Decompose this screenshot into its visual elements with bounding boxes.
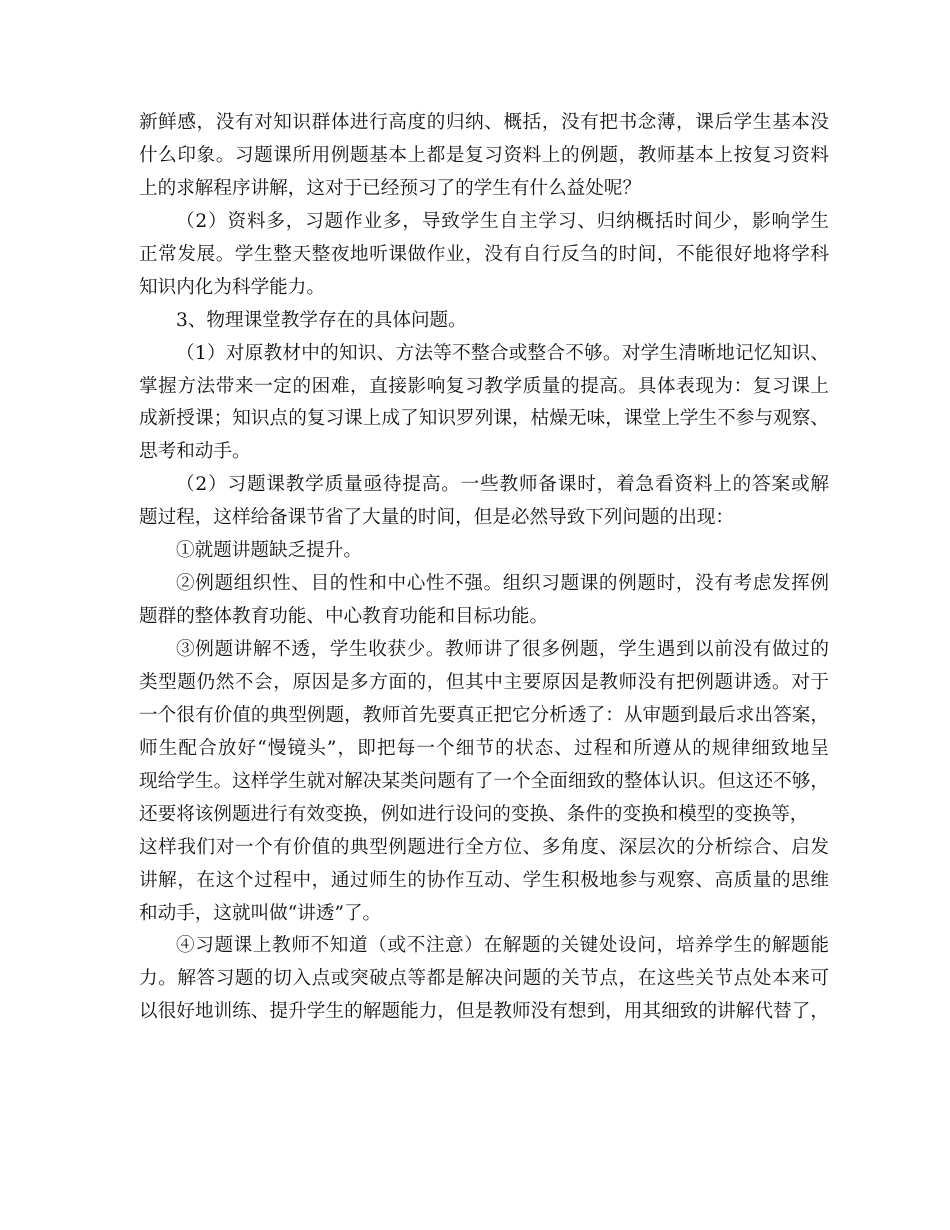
text-line: 和动手，这就叫做“讲透”了。	[139, 902, 382, 924]
text-line: 题过程，这样给备课节省了大量的时间，但是必然导致下列问题的出现：	[139, 507, 735, 529]
text-line: 类型题仍然不会，原因是多方面的，但其中主要原因是教师没有把例题讲透。对于	[139, 671, 829, 693]
text-line: 这样我们对一个有价值的典型例题进行全方位、多角度、深层次的分析综合、启发	[139, 836, 829, 858]
list-item-1: ①就题讲题缺乏提升。	[176, 540, 362, 562]
text-line: 力。解答习题的切入点或突破点等都是解决问题的关节点，在这些关节点处本来可	[139, 968, 829, 990]
list-item-2: ②例题组织性、目的性和中心性不强。组织习题课的例题时，没有考虑发挥例	[176, 573, 829, 595]
text-line: 还要将该例题进行有效变换，例如进行设问的变换、条件的变换和模型的变换等，	[139, 803, 809, 825]
list-item-3: ③例题讲解不透，学生收获少。教师讲了很多例题，学生遇到以前没有做过的	[176, 639, 829, 660]
body-text	[139, 107, 829, 1029]
section-heading: 3、物理课堂教学存在的具体问题。	[176, 309, 467, 331]
text-line: 一个很有价值的典型例题，教师首先要真正把它分析透了：从审题到最后求出答案，	[139, 704, 829, 726]
paragraph-start-line: （1）对原教材中的知识、方法等不整合或整合不够。对学生清晰地记忆知识、	[176, 342, 829, 364]
text-line: 讲解，在这个过程中，通过师生的协作互动、学生积极地参与观察、高质量的思维	[139, 869, 829, 891]
text-line: 正常发展。学生整天整夜地听课做作业，没有自行反刍的时间，不能很好地将学科	[139, 243, 829, 265]
text-line: 师生配合放好“慢镜头”，即把每一个细节的状态、过程和所遵从的规律细致地呈	[139, 737, 829, 759]
text-line: 什么印象。习题课所用例题基本上都是复习资料上的例题，教师基本上按复习资料	[139, 144, 829, 166]
text-line: 知识内化为科学能力。	[139, 276, 325, 298]
paragraph-start-line: （2）资料多，习题作业多，导致学生自主学习、归纳概括时间少，影响学生	[176, 210, 829, 232]
text-line: 掌握方法带来一定的困难，直接影响复习教学质量的提高。具体表现为：复习课上	[139, 375, 829, 397]
text-line: 成新授课；知识点的复习课上成了知识罗列课，枯燥无味，课堂上学生不参与观察、	[139, 408, 829, 430]
text-line: 思考和动手。	[139, 441, 251, 463]
text-line: 新鲜感，没有对知识群体进行高度的归纳、概括，没有把书念薄，课后学生基本没	[139, 112, 829, 133]
text-line: 现给学生。这样学生就对解决某类问题有了一个全面细致的整体认识。但这还不够，	[139, 770, 829, 792]
paragraph-start-line: （2）习题课教学质量亟待提高。一些教师备课时，着急看资料上的答案或解	[176, 474, 829, 496]
text-line: 上的求解程序讲解，这对于已经预习了的学生有什么益处呢？	[139, 177, 642, 199]
text-line: 题群的整体教育功能、中心教育功能和目标功能。	[139, 606, 549, 628]
text-line: 以很好地训练、提升学生的解题能力，但是教师没有想到，用其细致的讲解代替了，	[139, 1001, 829, 1023]
list-item-4: ④习题课上教师不知道（或不注意）在解题的关键处设问，培养学生的解题能	[176, 935, 829, 957]
